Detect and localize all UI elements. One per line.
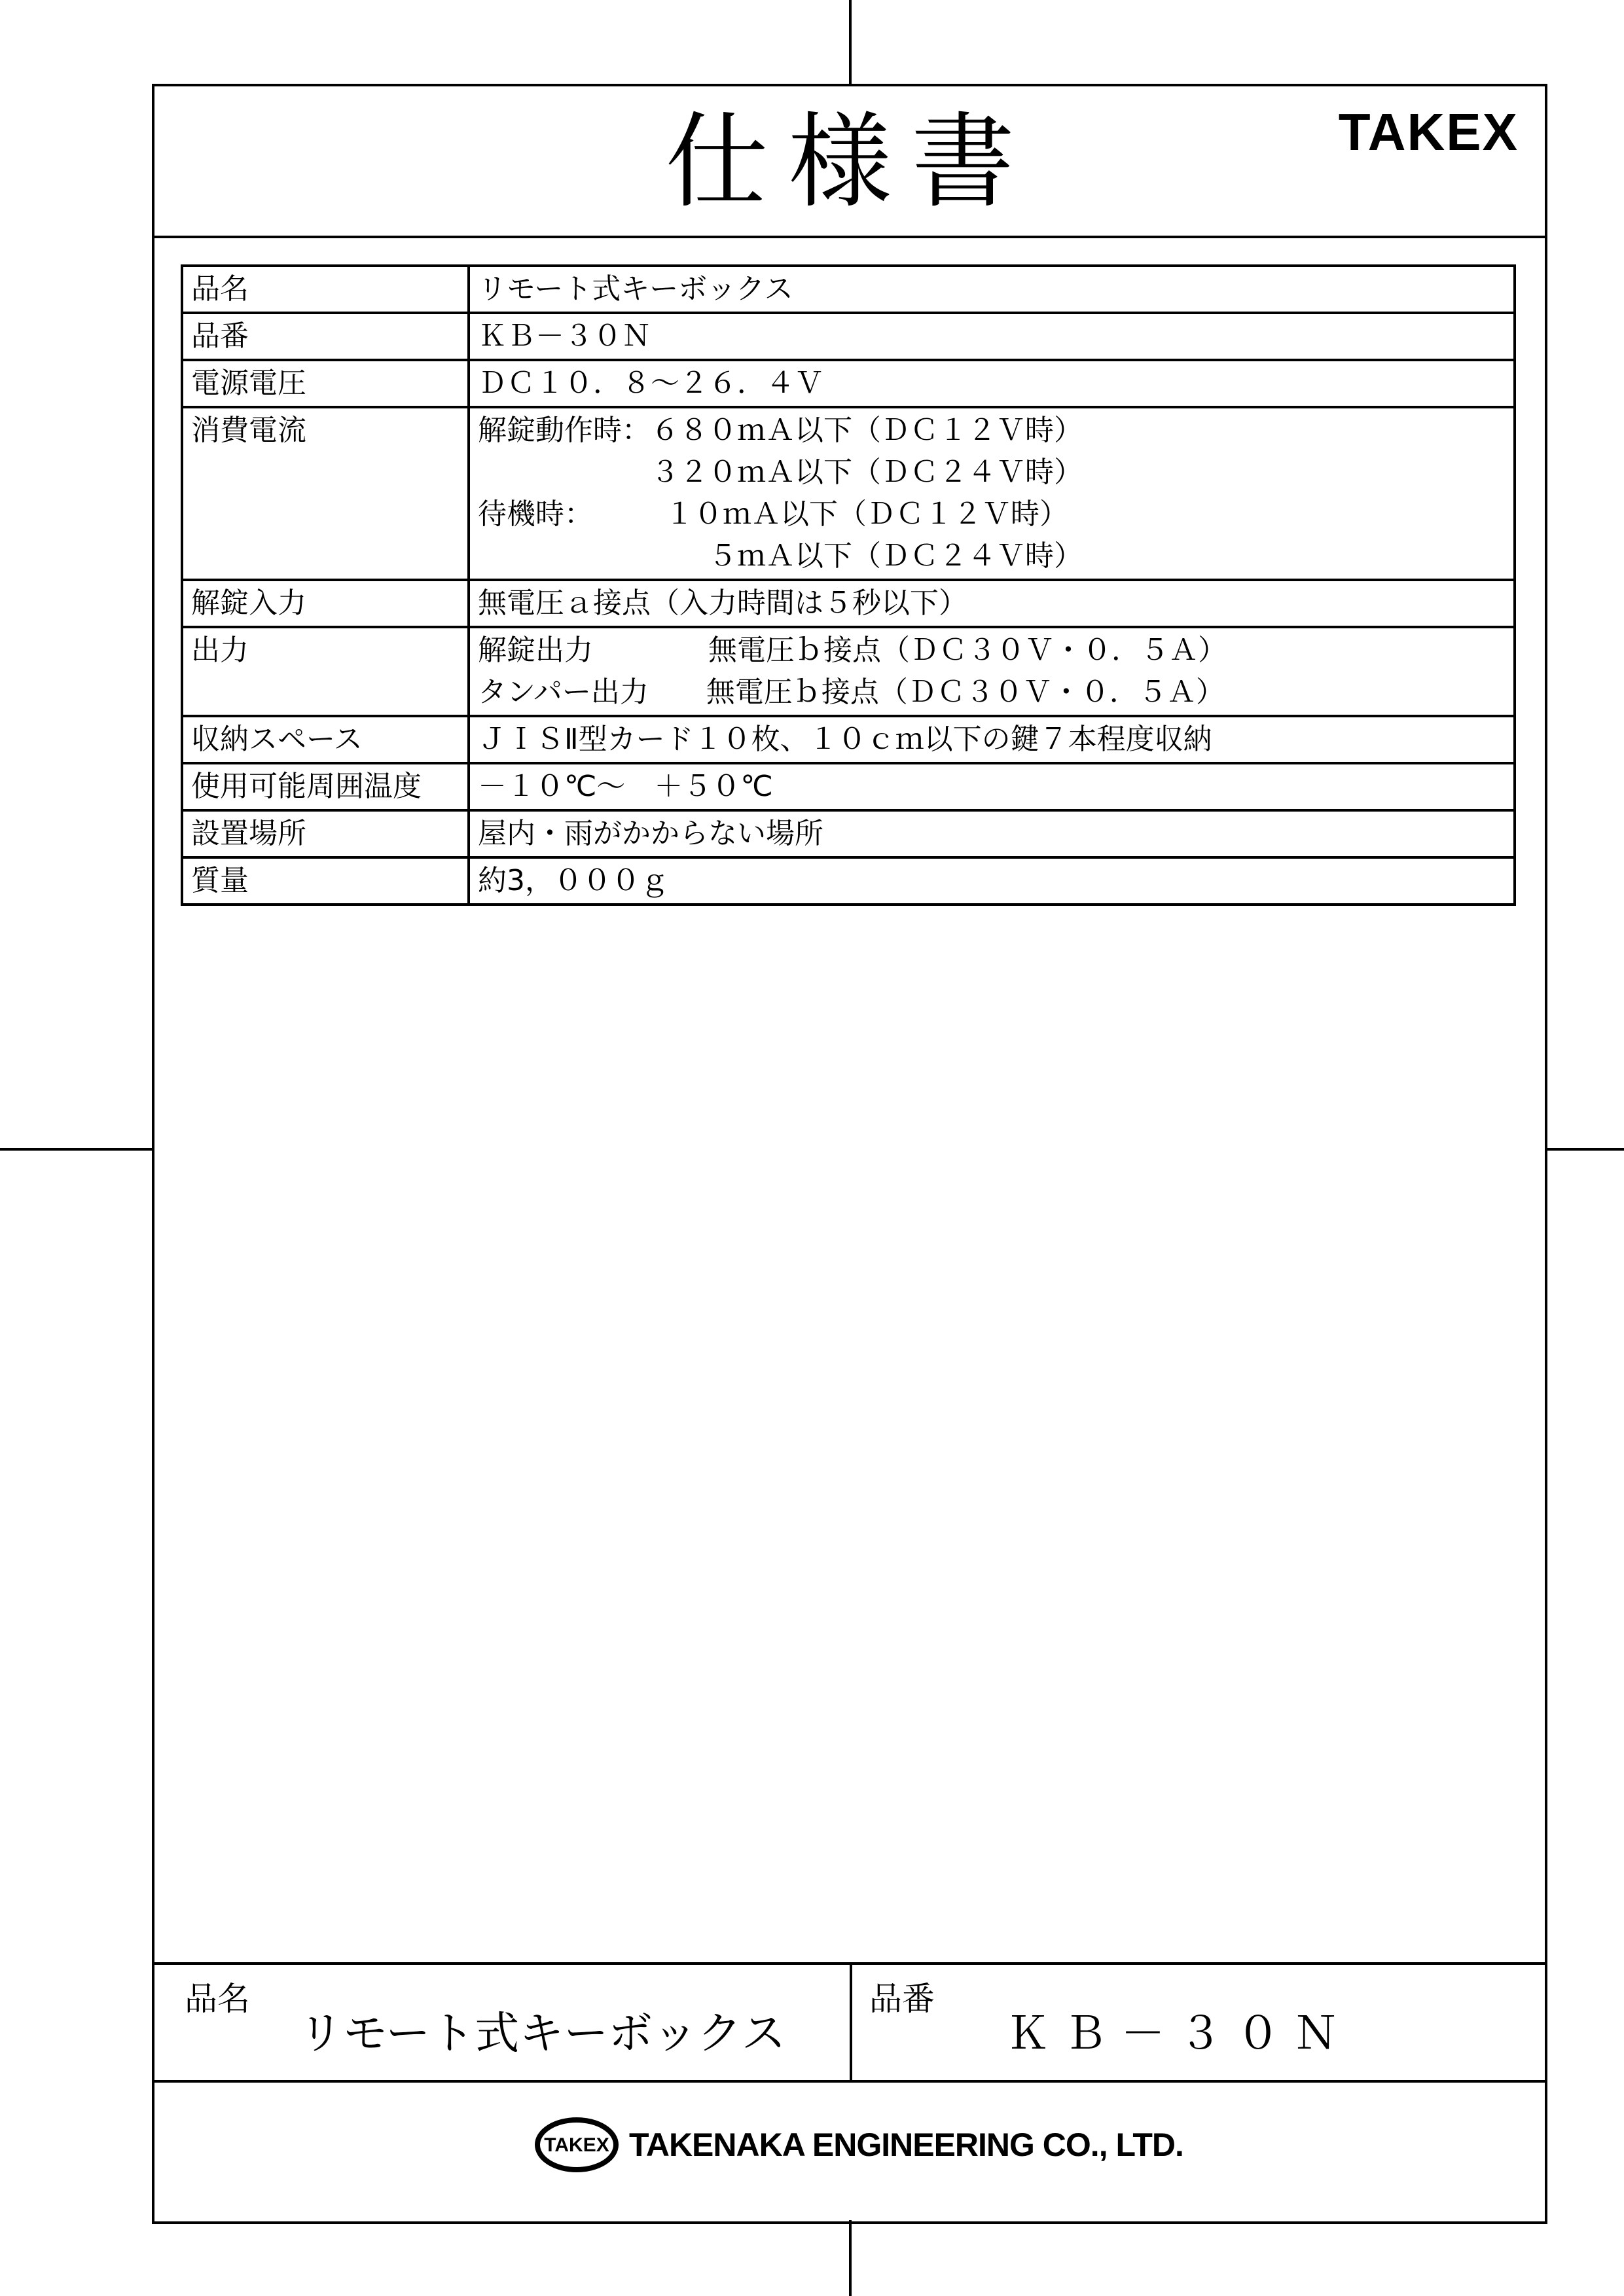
- spec-value-line: 約3，０００ｇ: [478, 864, 669, 897]
- spec-value: [469, 763, 1515, 810]
- spec-row: [182, 810, 1515, 857]
- spec-label: 質量: [182, 857, 469, 905]
- spec-value: [469, 407, 1515, 580]
- spec-value-line: ＤＣ１０．８～２６．４Ｖ: [478, 367, 823, 400]
- page-title: 仕様書: [665, 102, 1034, 223]
- footer-name-value: リモート式キーボックス: [298, 2008, 786, 2060]
- footer-number-caption: 品番: [869, 1980, 935, 2018]
- crop-mark-left: [0, 1148, 152, 1151]
- spec-value-line: ３２０ｍＡ以下（ＤＣ２４Ｖ時）: [478, 456, 1083, 489]
- company-logo-icon: [534, 2115, 619, 2174]
- spec-sheet: [152, 84, 1547, 2224]
- company-logo-text: TAKEX: [544, 2134, 609, 2156]
- spec-row: [182, 716, 1515, 763]
- spec-value: [469, 810, 1515, 857]
- spec-row: [182, 313, 1515, 360]
- spec-value-line: 解錠出力 無電圧ｂ接点（ＤＣ３０Ｖ・０．５Ａ）: [478, 634, 1227, 667]
- spec-value: [469, 857, 1515, 905]
- footer-number-value: ＫＢ－３０Ｎ: [1005, 2008, 1352, 2060]
- spec-value: [469, 266, 1515, 313]
- spec-label: 解錠入力: [182, 580, 469, 627]
- spec-value-line: ５ｍＡ以下（ＤＣ２４Ｖ時）: [478, 539, 1083, 573]
- spec-label: 使用可能周囲温度: [182, 763, 469, 810]
- spec-label: 品名: [182, 266, 469, 313]
- spec-value-line: 解錠動作時：６８０ｍＡ以下（ＤＣ１２Ｖ時）: [478, 414, 1083, 447]
- spec-value-line: 屋内・雨がかからない場所: [478, 817, 823, 850]
- title-band: [154, 86, 1545, 238]
- spec-value-line: ＪＩＳⅡ型カード１０枚、１０ｃｍ以下の鍵７本程度収納: [478, 723, 1212, 756]
- spec-row: [182, 627, 1515, 716]
- spec-row: [182, 857, 1515, 905]
- spec-row: [182, 266, 1515, 313]
- spec-value-line: リモート式キーボックス: [478, 272, 793, 306]
- company-name: TAKENAKA ENGINEERING CO., LTD.: [629, 2126, 1183, 2163]
- spec-value: [469, 313, 1515, 360]
- crop-mark-bottom: [849, 2220, 852, 2296]
- spec-row: [182, 360, 1515, 407]
- spec-value-line: 無電圧ａ接点（入力時間は５秒以下）: [478, 586, 967, 620]
- spec-table: [181, 264, 1516, 906]
- spec-row: [182, 407, 1515, 580]
- spec-value: [469, 360, 1515, 407]
- spec-value: [469, 627, 1515, 716]
- spec-value: [469, 716, 1515, 763]
- spec-label: 設置場所: [182, 810, 469, 857]
- footer-name-caption: 品名: [185, 1980, 250, 2018]
- spec-label: 電源電圧: [182, 360, 469, 407]
- spec-label: 収納スペース: [182, 716, 469, 763]
- brand-logo: TAKEX: [1338, 103, 1519, 161]
- footer-product-cells: [154, 1965, 1545, 2083]
- spec-value-line: ＫＢ－３０Ｎ: [478, 319, 651, 353]
- spec-value-line: 待機時： １０ｍＡ以下（ＤＣ１２Ｖ時）: [478, 497, 1068, 531]
- crop-mark-right: [1545, 1148, 1624, 1151]
- footer: [154, 1962, 1545, 2224]
- crop-mark-top: [849, 0, 852, 84]
- footer-divider: [850, 1965, 852, 2080]
- company-block: [154, 2115, 1545, 2187]
- spec-value: [469, 580, 1515, 627]
- spec-row: [182, 763, 1515, 810]
- spec-value-line: －１０℃～ ＋５０℃: [478, 770, 773, 803]
- spec-value-line: タンパー出力 無電圧ｂ接点（ＤＣ３０Ｖ・０．５Ａ）: [478, 675, 1225, 709]
- spec-label: 出力: [182, 627, 469, 716]
- spec-label: 品番: [182, 313, 469, 360]
- spec-row: [182, 580, 1515, 627]
- spec-label: 消費電流: [182, 407, 469, 580]
